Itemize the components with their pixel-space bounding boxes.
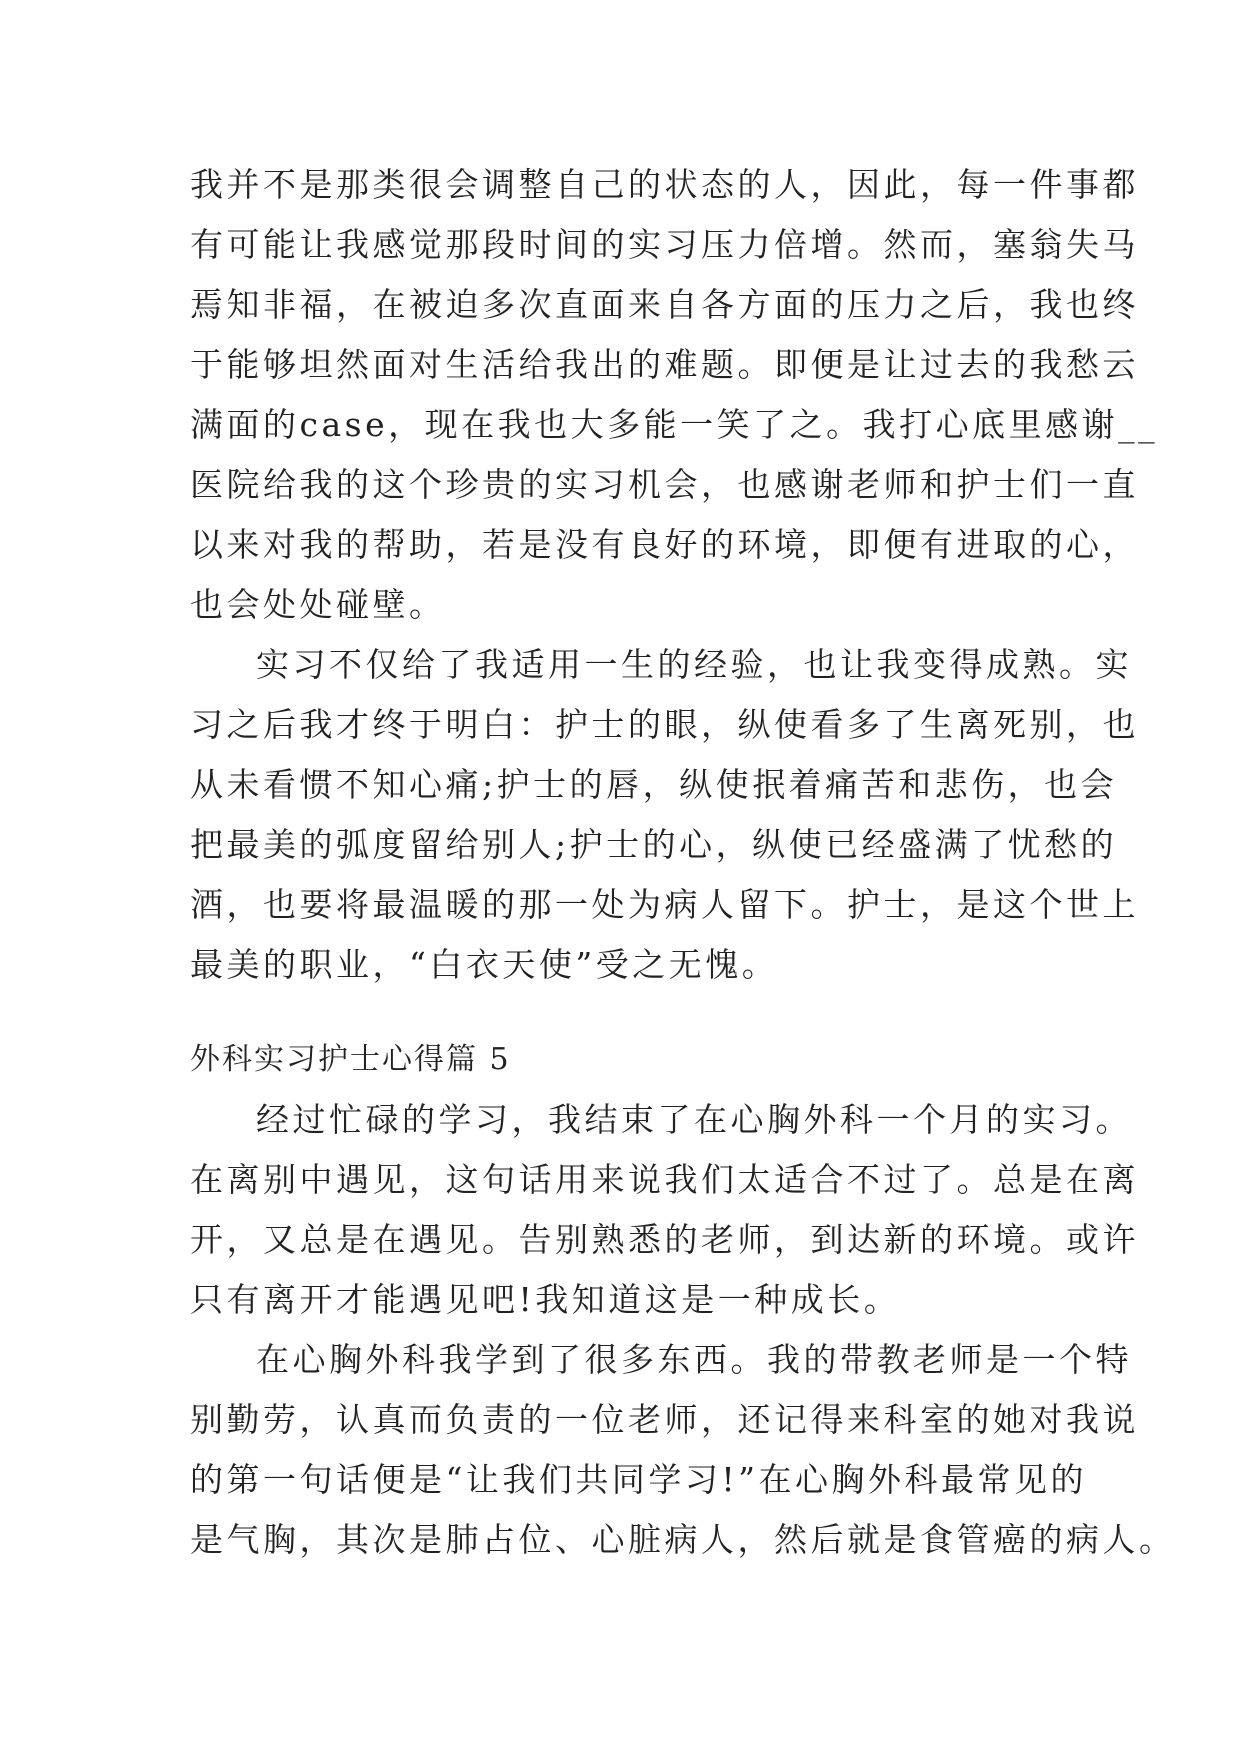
text-line: 把最美的弧度留给别人;护士的心，纵使已经盛满了忧愁的: [190, 825, 1118, 864]
text-line: 我并不是那类很会调整自己的状态的人，因此，每一件事都: [190, 165, 1139, 204]
text-line: 医院给我的这个珍贵的实习机会，也感谢老师和护士们一直: [190, 465, 1139, 504]
text-line: 只有离开才能遇见吧!我知道这是一种成长。: [190, 1280, 901, 1319]
text-line: 最美的职业，“白衣天使”受之无愧。: [190, 945, 779, 984]
text-line: 以来对我的帮助，若是没有良好的环境，即便有进取的心，: [190, 525, 1139, 564]
text-line: 从未看惯不知心痛;护士的唇，纵使抿着痛苦和悲伤，也会: [190, 765, 1118, 804]
text-line: 酒，也要将最温暖的那一处为病人留下。护士，是这个世上: [190, 885, 1139, 924]
text-line: 经过忙碌的学习，我结束了在心胸外科一个月的实习。: [256, 1100, 1132, 1139]
text-line: 有可能让我感觉那段时间的实习压力倍增。然而，塞翁失马: [190, 225, 1139, 264]
text-line: 实习不仅给了我适用一生的经验，也让我变得成熟。实: [256, 645, 1132, 684]
text-line: 于能够坦然面对生活给我出的难题。即便是让过去的我愁云: [190, 345, 1139, 384]
text-line: 焉知非福，在被迫多次直面来自各方面的压力之后，我也终: [190, 285, 1139, 324]
text-line: 满面的case，现在我也大多能一笑了之。我打心底里感谢__: [190, 405, 1159, 444]
text-line: 在离别中遇见，这句话用来说我们太适合不过了。总是在离: [190, 1160, 1139, 1199]
section-heading: 外科实习护士心得篇 5: [190, 1042, 511, 1077]
text-line: 别勤劳，认真而负责的一位老师，还记得来科室的她对我说: [190, 1400, 1139, 1439]
text-line: 也会处处碰壁。: [190, 585, 446, 624]
text-line: 习之后我才终于明白：护士的眼，纵使看多了生离死别，也: [190, 705, 1139, 744]
text-line: 开，又总是在遇见。告别熟悉的老师，到达新的环境。或许: [190, 1220, 1139, 1259]
text-line: 的第一句话便是“让我们共同学习!”在心胸外科最常见的: [190, 1460, 1088, 1499]
text-line: 在心胸外科我学到了很多东西。我的带教老师是一个特: [256, 1340, 1132, 1379]
text-line: 是气胸，其次是肺占位、心脏病人，然后就是食管癌的病人。: [190, 1520, 1176, 1559]
